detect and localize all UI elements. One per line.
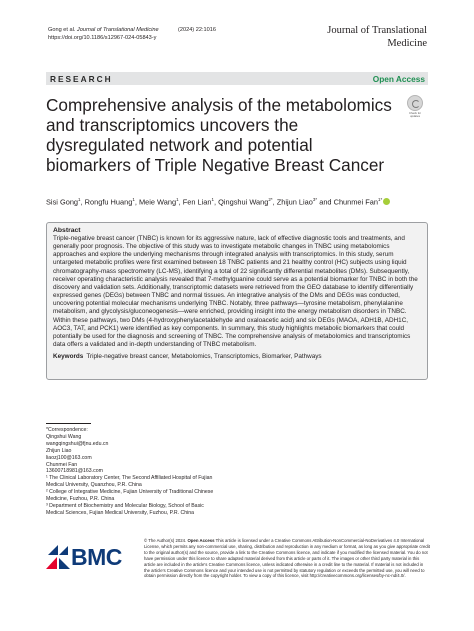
article-type: RESEARCH bbox=[50, 74, 113, 84]
footnote-line: Chunmei Fan bbox=[46, 461, 78, 468]
author-affiliation-mark: 1 bbox=[78, 197, 81, 202]
license-lead: © The Author(s) 2024. bbox=[144, 538, 188, 543]
footnote-line: Medical Sciences, Fujian Medical University, Fuzhou, P.R. China bbox=[46, 509, 195, 516]
footnote-line: ² College of Integrative Medicine, Fujian University of Traditional Chinese bbox=[46, 489, 214, 496]
author-affiliation-mark: 3* bbox=[312, 197, 318, 202]
footnote-line: *Correspondence: bbox=[46, 427, 88, 433]
article-title: Comprehensive analysis of the metabolomics and transcriptomics uncovers the dysregulated network and potential biomarkers of Triple Negative Breast Cancer bbox=[46, 95, 392, 175]
author-affiliation-mark: 1 bbox=[176, 197, 179, 202]
citation-journal: Journal of Translational Medicine bbox=[76, 27, 159, 33]
footnote-rule bbox=[46, 423, 91, 424]
check-for-updates-badge[interactable] bbox=[404, 95, 426, 121]
journal-name-line1: Journal of Translational bbox=[327, 25, 427, 36]
check-for-updates-line2: updates bbox=[410, 114, 420, 119]
license-open-access: Open Access bbox=[187, 538, 215, 543]
license-text: This article is licensed under a Creative Commons Attribution-NonCommercial-NoDerivatives 4.0 International License, which permits any non-commercial use, sharing, distribution and reproduction in any medium or format, as long as you give appropriate credit to the original author(s) and the source, provide a link to the Creative Commons licence, and indicate if you modified the licensed material. You do not have permission under this licence to share adapted material derived from this article or parts of it. The images or other third party material in this article are included in the article's Creative Commons licence, unless indicated otherwise in a credit line to the material. If material is not included in the article's Creative Commons licence and your intended use is not permitted by statutory regulation or exceeds the permitted use, you will need to obtain permission directly from the copyright holder. To view a copy of this licence, visit http://creativecommons.org/licenses/by-nc-nd/4.0/. bbox=[144, 538, 430, 579]
article-type-band bbox=[46, 72, 428, 85]
author-name: Meie Wang bbox=[138, 197, 177, 207]
author-name: Qingshui Wang bbox=[218, 197, 269, 207]
abstract-text: Triple-negative breast cancer (TNBC) is known for its aggressive nature, lack of effective diagnostic tools and treatments, and generally poor prognosis. The objective of this study was to investigate metabolic changes in TNBC using metabolomics approaches and explore the underlying mechanisms through integrated analysis with transcriptomics. In this study, serum untargeted metabolic profiles were first examined between 18 TNBC patients and 21 healthy control (HC) subjects using liquid chromatography-mass spectrometry (LC-MS), identifying a total of 22 significantly differential metabolites (DMs). Subsequently, receiver operating characteristic analysis revealed that 7-methylguanine could serve as a potential biomarker for TNBC in both the discovery and validation sets. Additionally, transcriptomic datasets were retrieved from the GEO database to identify differentially expressed genes (DEGs) between TNBC and normal tissues. An integrative analysis of the DMs and DEGs was conducted, uncovering potential molecular mechanisms underlying TNBC. Notably, three pathways—tyrosine metabolism, phenylalanine metabolism, and glycolysis/gluconeogenesis—were enriched, providing insight into the energy metabolism disorders in TNBC. Within these pathways, two DMs (4-hydroxyphenylacetaldehyde and oxaloacetic acid) and six DEGs (MAOA, ADH1B, ADH1C, AOC3, TAT, and PCK1) were identified as key components. In summary, this study highlights metabolic biomarkers that could potentially be used for the diagnosis and screening of TNBC. The comprehensive analysis of metabolomics and transcriptomics data offers a validated and in-depth understanding of TNBC metabolism. bbox=[53, 235, 418, 349]
footnote-line: liaozj100@163.com bbox=[46, 454, 92, 461]
author-name: Fen Lian bbox=[182, 197, 212, 207]
footnote-line: Medical University, Quanzhou, P.R. China bbox=[46, 482, 142, 489]
footnote-line: Medicine, Fuzhou, P.R. China bbox=[46, 496, 115, 503]
citation-authors: Gong et al. bbox=[48, 27, 77, 33]
author-name: Chunmei Fan bbox=[333, 197, 378, 207]
citation-year: (2024) 22:1016 bbox=[178, 27, 216, 33]
footnote-line: Zhijun Liao bbox=[46, 447, 72, 454]
abstract-box bbox=[46, 222, 428, 380]
footnote-line: 13600718981@163.com bbox=[46, 468, 103, 475]
doi-link[interactable]: https://doi.org/10.1186/s12967-024-05843-y bbox=[48, 34, 157, 41]
author-name: Zhijun Liao bbox=[276, 197, 313, 207]
author-name: Sisi Gong bbox=[46, 197, 79, 207]
author-list: Sisi Gong$^1$, Rongfu Huang$^1$, Meie Wang$^1$, Fen Lian$^1$, Qingshui Wang$^{2*}$, Zhijun Liao$^{3*}$ and Chunmei Fan$^{1*}$ bbox=[46, 195, 436, 206]
footnote-line: ³ Department of Biochemistry and Molecular Biology, School of Basic bbox=[46, 502, 204, 509]
keywords-list: Triple-negative breast cancer, Metabolomics, Transcriptomics, Biomarker, Pathways bbox=[86, 353, 322, 361]
footnote-line: Qingshui Wang bbox=[46, 433, 82, 440]
author-affiliation-mark: 1 bbox=[132, 197, 135, 202]
author-affiliation-mark: 2* bbox=[268, 197, 273, 202]
bmc-logo-text: BMC bbox=[71, 544, 122, 570]
bmc-logo-icon bbox=[46, 543, 70, 569]
open-access-label: Open Access bbox=[372, 74, 425, 84]
check-for-updates-line1: Check for bbox=[409, 111, 421, 115]
keywords bbox=[53, 353, 421, 361]
check-for-updates-icon bbox=[407, 95, 423, 111]
journal-name-line2: Medicine bbox=[387, 37, 427, 49]
keywords-label: Keywords bbox=[53, 353, 84, 361]
abstract-heading: Abstract bbox=[53, 227, 81, 234]
author-affiliation-mark: 1* bbox=[377, 197, 383, 202]
author-name: Rongfu Huang bbox=[84, 197, 133, 207]
check-for-updates-label bbox=[404, 112, 426, 119]
journal-name bbox=[287, 25, 427, 50]
orcid-icon[interactable] bbox=[383, 198, 390, 205]
footnote-line: wangqingshui@fjnu.edu.cn bbox=[46, 440, 109, 447]
correspondence-footnotes bbox=[46, 427, 246, 517]
author-affiliation-mark: 1 bbox=[211, 197, 214, 202]
citation-header bbox=[48, 27, 159, 42]
license-statement bbox=[144, 538, 430, 579]
footnote-line: ¹ The Clinical Laboratory Center, The Second Affiliated Hospital of Fujian bbox=[46, 475, 213, 482]
bmc-logo bbox=[46, 543, 136, 573]
